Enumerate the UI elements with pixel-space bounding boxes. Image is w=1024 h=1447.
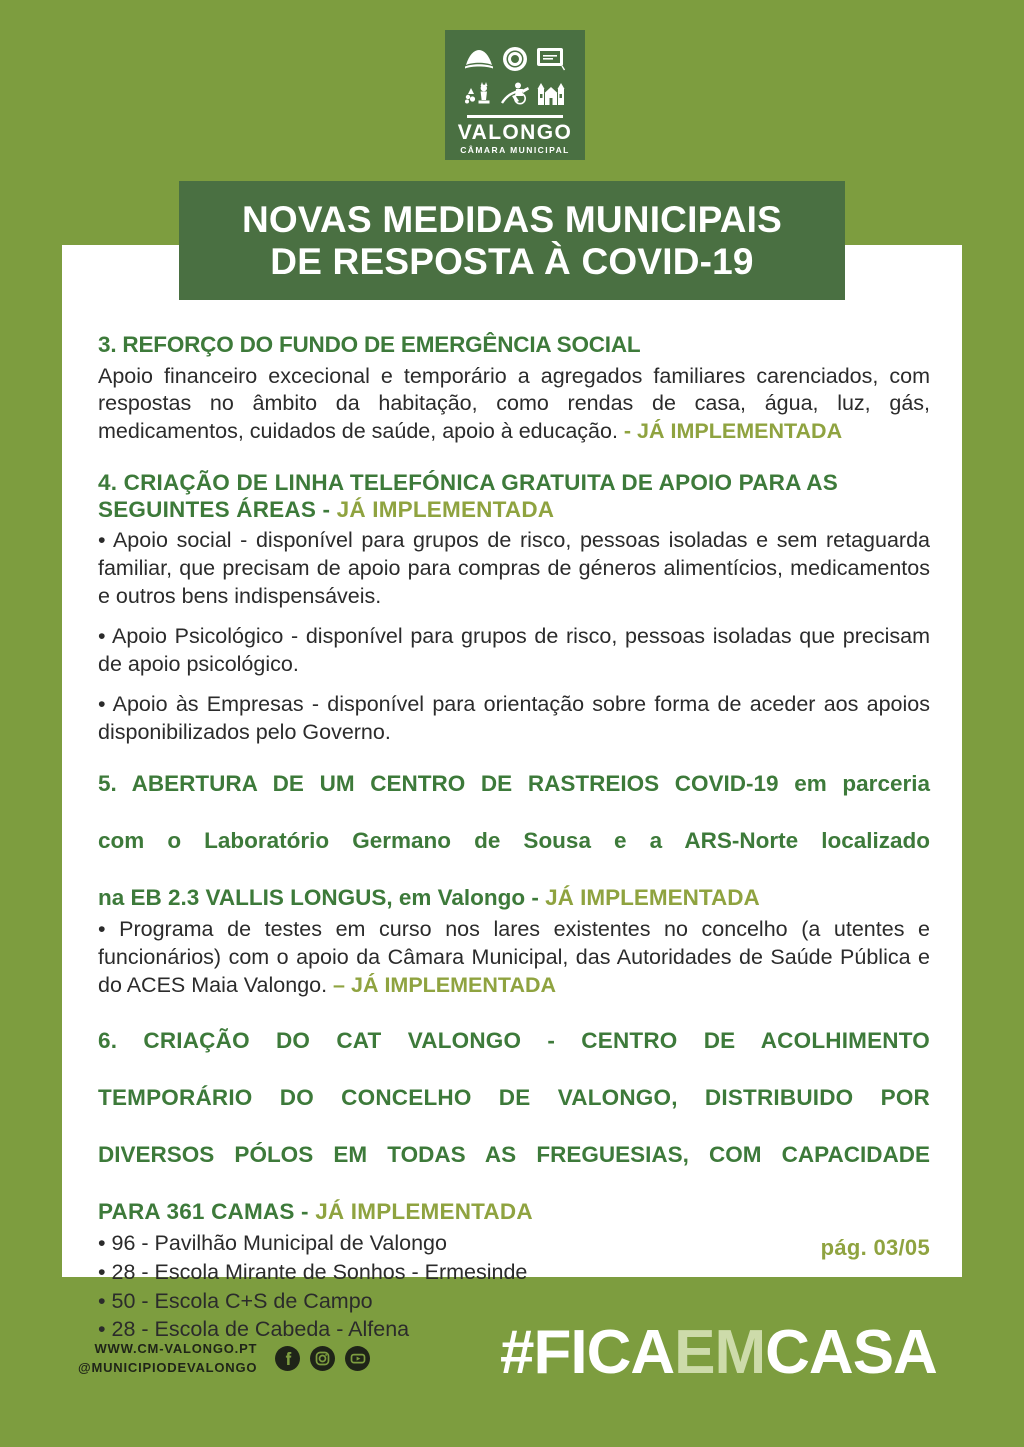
section-5-body (98, 916, 930, 1000)
hill-icon (464, 48, 494, 70)
section-6-status: JÁ IMPLEMENTADA (315, 1198, 533, 1224)
section-5-heading-line3-text: na EB 2.3 VALLIS LONGUS, em Valongo - (98, 885, 546, 911)
list-item: • 96 - Pavilhão Municipal de Valongo (98, 1231, 447, 1256)
statue-icon (462, 80, 496, 106)
footer-urls (78, 1340, 257, 1378)
section-6-heading (98, 1028, 930, 1226)
list-item: • 28 - Escola de Cabeda - Alfena (98, 1317, 410, 1342)
section-6-heading-line3: DIVERSOS PÓLOS EM TODAS AS FREGUESIAS, COM CAPACIDADE (98, 1141, 930, 1167)
list-item: • 50 - Escola C+S de Campo (98, 1288, 373, 1313)
ammonite-fossil-icon (502, 46, 528, 72)
section-5-heading (98, 771, 930, 912)
section-6-heading-line2: TEMPORÁRIO DO CONCELHO DE VALONGO, DISTRIBUIDO POR (98, 1084, 930, 1110)
section-4-bullet-2: • Apoio Psicológico - disponível para grupos de risco, pessoas isoladas que precisam de apoio psicológico. (98, 624, 930, 677)
logo-divider (467, 115, 563, 118)
section-5-heading-line3 (98, 885, 930, 912)
section-4-heading-text: 4. CRIAÇÃO DE LINHA TELEFÓNICA GRATUITA DE APOIO PARA AS SEGUINTES ÁREAS - (98, 470, 838, 522)
spacer (98, 448, 930, 470)
facebook-icon[interactable] (275, 1346, 300, 1371)
measures-content (98, 332, 930, 1344)
section-3-body-text: Apoio financeiro excecional e temporário a agregados familiares carenciados, com respostas no âmbito da habitação, como rendas de casa, água, luz, gás, medicamentos, cuidados de saúde, apoio à educação. (98, 363, 930, 444)
spacer (98, 613, 930, 623)
footer-contact-block (78, 1340, 370, 1378)
hashtag-part1: #FICA (500, 1318, 675, 1387)
section-6-heading-line4-text: PARA 361 CAMAS - (98, 1198, 316, 1224)
page-title-line1: NOVAS MEDIDAS MUNICIPAIS (242, 199, 782, 241)
section-5-body-status: – JÁ IMPLEMENTADA (327, 972, 557, 997)
spacer (98, 749, 930, 771)
logo-brand-subtitle: CÂMARA MUNICIPAL (460, 145, 570, 155)
section-3-heading: 3. REFORÇO DO FUNDO DE EMERGÊNCIA SOCIAL (98, 332, 641, 357)
church-icon (536, 80, 566, 106)
screen-icon (536, 47, 566, 71)
hashtag-part2: EM (674, 1318, 766, 1387)
hiker-icon (499, 81, 531, 105)
logo-brand-name: VALONGO (457, 121, 573, 144)
spacer (98, 1002, 930, 1028)
hashtag-ficaemcasa (500, 1318, 937, 1387)
section-5-status: JÁ IMPLEMENTADA (545, 885, 760, 911)
section-4-bullet-3: • Apoio às Empresas - disponível para orientação sobre forma de aceder aos apoios disponibilizados pelo Governo. (98, 692, 930, 745)
social-handle[interactable]: @MUNICIPIODEVALONGO (78, 1359, 258, 1375)
section-6-heading-line4 (98, 1199, 930, 1226)
section-4-status: JÁ IMPLEMENTADA (336, 496, 555, 522)
section-3-body (98, 363, 930, 447)
logo-pictogram-grid (461, 42, 569, 110)
poster-title-banner (179, 181, 845, 300)
youtube-icon[interactable] (345, 1346, 370, 1371)
section-5-body-text: • Programa de testes em curso nos lares existentes no concelho (a utentes e funcionários) com o apoio da Câmara Municipal, das Autoridades de Saúde Pública e do ACES Maia Valongo. (98, 916, 930, 997)
page-number: pág. 03/05 (820, 1235, 930, 1260)
spacer (98, 681, 930, 691)
instagram-icon[interactable] (310, 1346, 335, 1371)
hashtag-part3: CASA (765, 1318, 937, 1387)
valongo-logo (445, 30, 585, 160)
section-3-status: - JÁ IMPLEMENTADA (617, 419, 843, 444)
section-4-heading (98, 470, 930, 523)
footer (0, 1300, 1024, 1447)
section-4-bullet-1: • Apoio social - disponível para grupos de risco, pessoas isoladas e sem retaguarda familiar, que precisam de apoio para compras de géneros alimentícios, medicamentos e outros bens indispensáveis. (98, 528, 930, 609)
section-5-heading-line1: 5. ABERTURA DE UM CENTRO DE RASTREIOS COVID-19 em parceria (98, 771, 930, 797)
page-title-line2: DE RESPOSTA À COVID-19 (270, 240, 754, 282)
section-5-heading-line2: com o Laboratório Germano de Sousa e a ARS-Norte localizado (98, 828, 930, 854)
section-6-heading-line1: 6. CRIAÇÃO DO CAT VALONGO - CENTRO DE ACOLHIMENTO (98, 1027, 930, 1053)
list-item: • 28 - Escola Mirante de Sonhos - Ermesinde (98, 1259, 528, 1284)
website-url[interactable]: WWW.CM-VALONGO.PT (94, 1341, 258, 1356)
social-icon-row (275, 1346, 370, 1371)
